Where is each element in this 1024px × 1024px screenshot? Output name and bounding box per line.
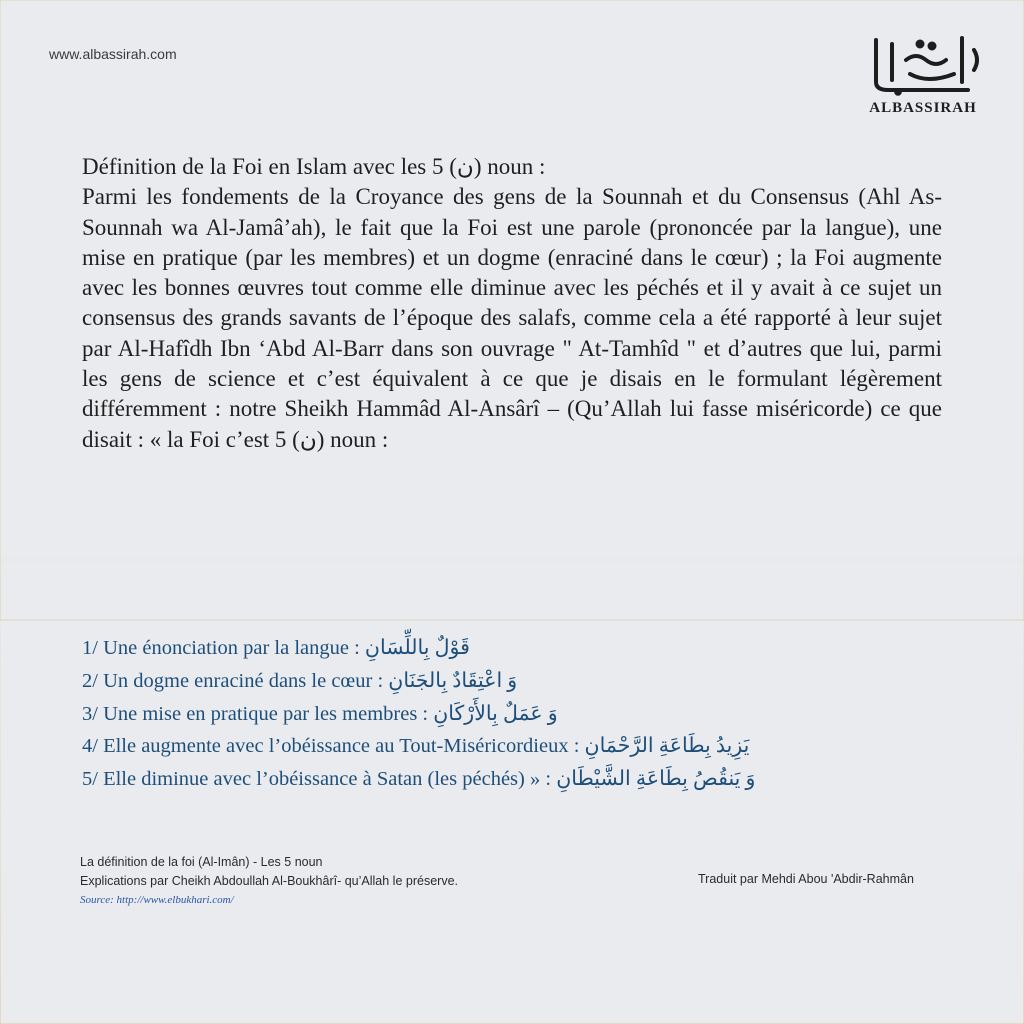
source-link[interactable]: Source: http://www.elbukhari.com/ [80, 894, 234, 906]
point-label: 4/ Elle augmente avec l’obéissance au Tout-Miséricordieux : [82, 735, 580, 758]
list-item [82, 665, 942, 698]
point-label: 1/ Une énonciation par la langue : [82, 637, 360, 659]
point-arabic: وَ عَمَلٌ بِالأَرْكَانِ [433, 702, 558, 725]
footer-explanations: Explications par Cheikh Abdoullah Al-Boukhârî- qu’Allah le préserve. [80, 874, 458, 888]
footer-credits [80, 853, 458, 910]
logo [858, 30, 988, 122]
albassirah-calligraphy-logo-icon [858, 30, 988, 96]
footer-title: La définition de la foi (Al-Imân) - Les 5 noun [80, 855, 323, 869]
list-item [82, 763, 942, 796]
list-item [82, 632, 942, 665]
point-label: 3/ Une mise en pratique par les membres : [82, 702, 429, 725]
site-url[interactable]: www.albassirah.com [49, 46, 177, 62]
point-label: 2/ Un dogme enraciné dans le cœur : [82, 669, 384, 692]
five-noun-list [82, 632, 942, 796]
main-text [82, 152, 942, 455]
list-item [82, 698, 942, 731]
main-title: Définition de la Foi en Islam avec les 5 (ن) noun : [82, 154, 546, 179]
logo-name: ALBASSIRAH [869, 100, 977, 116]
list-item [82, 730, 942, 763]
point-arabic: وَ اعْتِقَادٌ بِالجَنَانِ [388, 669, 518, 692]
point-arabic: يَزِيدُ بِطَاعَةِ الرَّحْمَانِ [584, 735, 750, 758]
translator-credit: Traduit par Mehdi Abou 'Abdir-Rahmân [698, 872, 914, 886]
main-paragraph: Parmi les fondements de la Croyance des gens de la Sounnah et du Consensus (Ahl As-Sounnah wa Al-Jamâ’ah), le fait que la Foi est une parole (prononcée par la langue), une mise en pratique (par les membres) et un dogme (enraciné dans le cœur) ; la Foi augmente avec les bonnes œuvres tout comme elle diminue avec les péchés et il y avait à ce sujet un consensus des grands savants de l’époque des salafs, comme cela a été rapporté à leur sujet par Al-Hafîdh Ibn ‘Abd Al-Barr dans son ouvrage " At-Tamhîd " et d’autres que lui, parmi les gens de science et c’est équivalent à ce que je disais en le formulant légèrement différemment : notre Sheikh Hammâd Al-Ansârî – (Qu’Allah lui fasse miséricorde) ce que disait : « la Foi c’est 5 (ن) noun : [82, 184, 942, 452]
point-label: 5/ Elle diminue avec l’obéissance à Satan (les péchés) » : [82, 768, 552, 791]
point-arabic: قَوْلٌ بِاللِّسَانِ [364, 637, 470, 659]
point-arabic: وَ يَنقُصُ بِطَاعَةِ الشَّيْطَانِ [556, 768, 756, 791]
